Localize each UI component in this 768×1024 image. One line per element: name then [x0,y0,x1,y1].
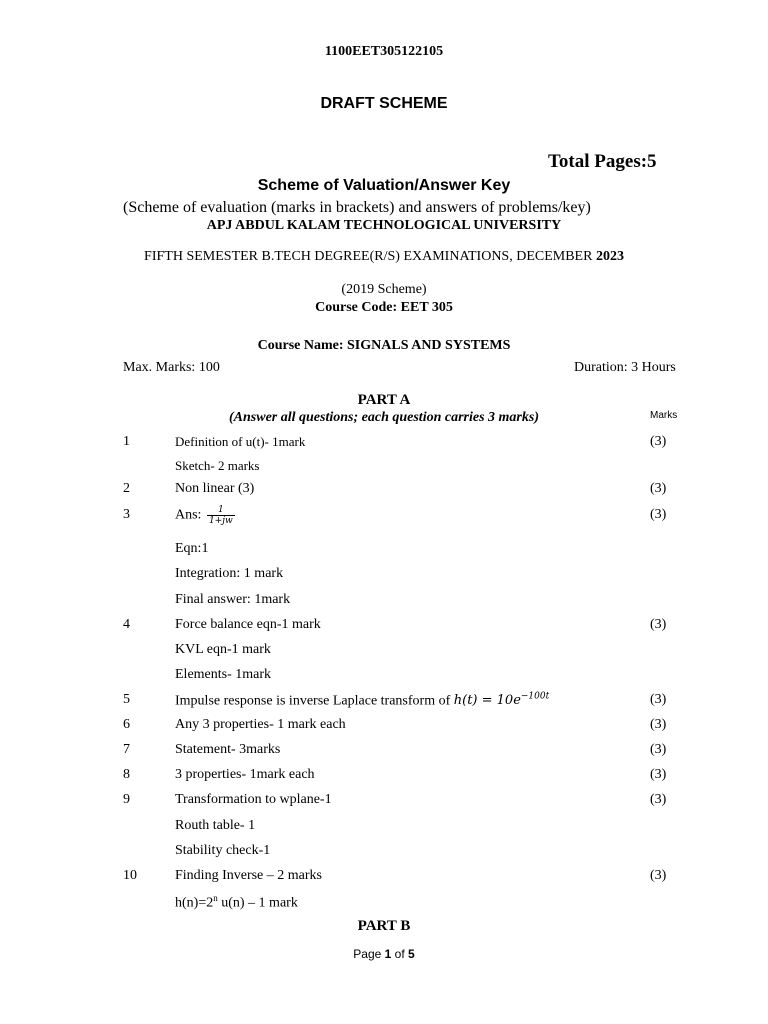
impulse-equation [454,693,549,708]
scheme-subtitle: (Scheme of evaluation (marks in brackets) and answers of problems/key) [123,199,591,216]
question-text: Impulse response is inverse Laplace transform of [175,693,451,709]
question-number: 4 [123,617,130,632]
scheme-year: (2019 Scheme) [341,282,427,297]
question-text: Transformation to wplane-1 [175,792,332,807]
question-number: 9 [123,792,130,807]
question-text: Finding Inverse – 2 marks [175,868,322,883]
question-marks: (3) [650,434,667,449]
sequence-rest: u(n) – 1 mark [221,895,298,911]
question-marks: (3) [650,481,667,496]
course-code: Course Code: EET 305 [315,300,453,315]
question-row [0,642,768,664]
equation-exponent: −100t [520,692,550,702]
question-text: Non linear (3) [175,481,255,496]
part-a-title: PART A [357,392,411,408]
draft-title: DRAFT SCHEME [320,95,448,112]
question-marks: (3) [650,692,667,707]
fraction-denominator: 1+jw [208,516,233,526]
question-text: Force balance eqn-1 mark [175,617,321,632]
question-row [0,843,768,865]
question-text-answer [175,505,235,526]
question-row [0,592,768,614]
question-row [0,692,768,714]
question-number: 1 [123,434,130,449]
exam-title [0,249,768,265]
question-row [0,507,768,529]
question-marks: (3) [650,868,667,883]
scheme-title: Scheme of Valuation/Answer Key [257,177,511,194]
question-row [0,481,768,503]
question-text-impulse [175,692,549,709]
page-number: 1 [384,947,392,961]
question-number: 10 [123,868,137,883]
page-label: Page [353,947,382,961]
question-row [0,458,768,480]
total-pages: Total Pages:5 [548,151,657,172]
question-row [0,767,768,789]
fraction-numerator: 1 [207,505,235,516]
part-a-instruction: (Answer all questions; each question carries 3 marks) [229,410,539,425]
question-row [0,617,768,639]
answer-label: Ans: [175,507,202,523]
part-b-title: PART B [357,918,411,934]
question-row [0,434,768,456]
question-row [0,818,768,840]
course-name-label: Course Name: [257,338,344,353]
question-row [0,792,768,814]
course-name [0,338,768,354]
question-text: Eqn:1 [175,541,209,556]
question-text: 3 properties- 1mark each [175,767,315,782]
university-name: APJ ABDUL KALAM TECHNOLOGICAL UNIVERSITY [206,218,562,233]
question-number: 8 [123,767,130,782]
question-number: 6 [123,717,130,732]
sequence-lhs: h(n)=2 [175,895,214,911]
equation-body: h(t) = 10e [453,693,521,709]
question-row [0,566,768,588]
max-marks: Max. Marks: 100 [123,360,220,375]
course-name-value: SIGNALS AND SYSTEMS [347,338,511,353]
duration: Duration: 3 Hours [574,360,676,375]
question-row [0,742,768,764]
question-number: 7 [123,742,130,757]
question-text: Any 3 properties- 1 mark each [175,717,346,732]
question-text: Definition of u(t)- 1mark [175,434,306,449]
question-text: Final answer: 1mark [175,592,291,607]
answer-fraction [207,505,235,526]
question-marks: (3) [650,767,667,782]
question-number: 2 [123,481,130,496]
question-text: KVL eqn-1 mark [175,642,271,657]
page-total: 5 [408,947,415,961]
question-marks: (3) [650,507,667,522]
question-text: Integration: 1 mark [175,566,284,581]
question-marks: (3) [650,617,667,632]
question-row [0,717,768,739]
question-marks: (3) [650,792,667,807]
page-of: of [394,947,405,961]
question-marks: (3) [650,742,667,757]
page-footer [0,947,768,961]
paper-code: 1100EET305122105 [324,44,444,59]
exam-year: 2023 [595,249,624,264]
question-row [0,667,768,689]
question-text: Statement- 3marks [175,742,281,757]
question-text: Sketch- 2 marks [175,458,260,473]
question-row [0,893,768,915]
question-text: Routh table- 1 [175,818,256,833]
question-text: Elements- 1mark [175,667,272,682]
question-text-sequence [175,893,298,912]
question-number: 5 [123,692,130,707]
question-text: Stability check-1 [175,843,271,858]
marks-column-header: Marks [650,410,678,421]
question-number: 3 [123,507,130,522]
question-marks: (3) [650,717,667,732]
question-row [0,541,768,563]
exam-title-text: FIFTH SEMESTER B.TECH DEGREE(R/S) EXAMINATIONS, DECEMBER [144,249,593,264]
sequence-exponent: n [213,893,218,903]
question-row [0,868,768,890]
